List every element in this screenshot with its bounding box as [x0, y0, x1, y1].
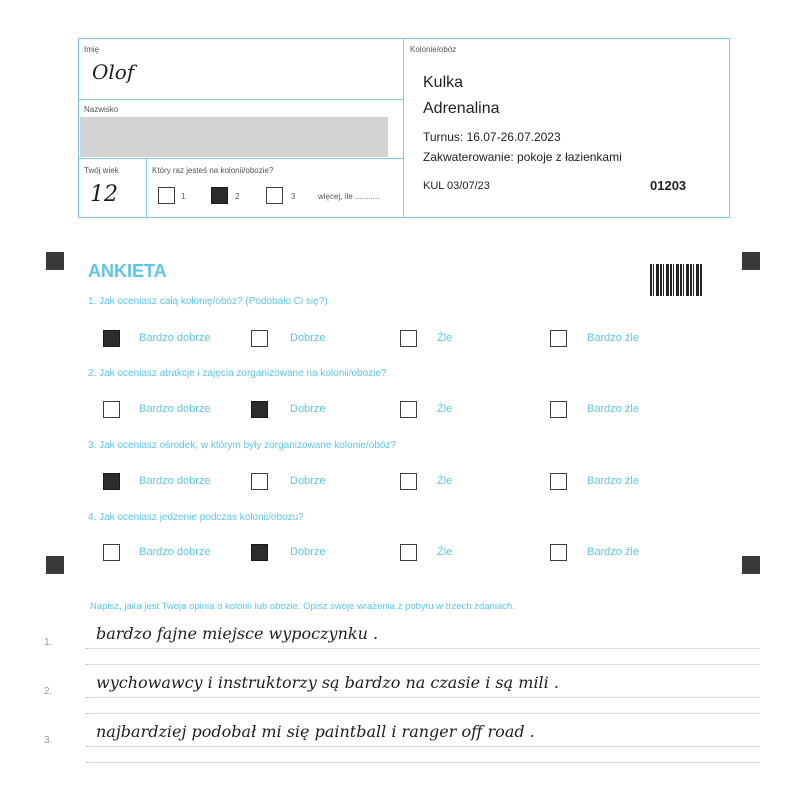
zakwaterowanie: Zakwaterowanie: pokoje z łazienkami: [423, 150, 622, 164]
imie-value[interactable]: Olof: [92, 60, 135, 84]
question-4-option-label: Źle: [437, 546, 453, 558]
opinion-dotted-line: [86, 664, 760, 665]
opinion-line-text[interactable]: bardzo fajne miejsce wypoczynku .: [96, 624, 379, 643]
nazwisko-redacted: [80, 117, 388, 157]
question-3-checkbox-3[interactable]: [400, 473, 417, 490]
question-2-checkbox-1[interactable]: [103, 401, 120, 418]
question-3-checkbox-4[interactable]: [550, 473, 567, 490]
question-4-checkbox-1[interactable]: [103, 544, 120, 561]
nazwisko-label: Nazwisko: [84, 105, 119, 114]
question-1-checkbox-4[interactable]: [550, 330, 567, 347]
question-2-checkbox-4[interactable]: [550, 401, 567, 418]
camp-name-2: Adrenalina: [423, 100, 500, 117]
opinion-line-number: 1.: [44, 637, 53, 648]
question-1-checkbox-2[interactable]: [251, 330, 268, 347]
question-2-option-label: Bardzo dobrze: [139, 403, 211, 415]
question-2-text: 2. Jak oceniasz atrakcje i zajęcia zorganizowane na kolonii/obozie?: [88, 368, 387, 379]
wiek-value[interactable]: 12: [90, 182, 118, 207]
question-3-option-label: Bardzo dobrze: [139, 475, 211, 487]
wiek-label: Twój wiek: [84, 166, 119, 175]
question-1-checkbox-1[interactable]: [103, 330, 120, 347]
opinion-dotted-line: [86, 713, 760, 714]
header-divider-h2: [78, 158, 403, 159]
opinion-line-number: 2.: [44, 686, 53, 697]
registration-mark-top-left: [46, 252, 64, 270]
ktory-raz-checkbox-1[interactable]: [158, 187, 175, 204]
question-3-text: 3. Jak oceniasz ośrodek, w którym były zorganizowane kolonie/obóz?: [88, 440, 396, 451]
opinion-line-number: 3.: [44, 735, 53, 746]
ktory-raz-option-3: 3: [291, 192, 296, 201]
question-1-option-label: Bardzo źle: [587, 332, 639, 344]
opinion-dotted-line: [86, 697, 760, 698]
question-1-option-label: Źle: [437, 332, 453, 344]
question-2-option-label: Bardzo źle: [587, 403, 639, 415]
question-1-option-label: Dobrze: [290, 332, 326, 344]
registration-mark-bottom-right: [742, 556, 760, 574]
opinion-line-text[interactable]: najbardziej podobał mi się paintball i ranger off road .: [96, 722, 535, 741]
question-1-text: 1. Jak oceniasz całą kolonię/obóz? (Podobało Ci się?): [88, 296, 328, 307]
ktory-raz-option-more: więcej, ile ...........: [318, 192, 380, 201]
ktory-raz-checkbox-2[interactable]: [211, 187, 228, 204]
camp-code: KUL 03/07/23: [423, 180, 490, 192]
question-4-checkbox-3[interactable]: [400, 544, 417, 561]
header-divider-h1: [78, 99, 403, 100]
ktory-raz-label: Który raz jesteś na kolonii/obozie?: [152, 166, 274, 175]
camp-name-1: Kulka: [423, 74, 464, 91]
survey-title: ANKIETA: [88, 261, 167, 281]
question-2-checkbox-2[interactable]: [251, 401, 268, 418]
question-3-checkbox-1[interactable]: [103, 473, 120, 490]
header-divider-vertical: [403, 38, 404, 218]
ktory-raz-checkbox-3[interactable]: [266, 187, 283, 204]
question-2-checkbox-3[interactable]: [400, 401, 417, 418]
question-4-option-label: Dobrze: [290, 546, 326, 558]
opinion-dotted-line: [86, 746, 760, 747]
question-3-option-label: Źle: [437, 475, 453, 487]
ktory-raz-option-1: 1: [181, 192, 186, 201]
kolonie-label: Kolonie/obóz: [410, 45, 457, 54]
question-2-option-label: Dobrze: [290, 403, 326, 415]
question-1-checkbox-3[interactable]: [400, 330, 417, 347]
question-4-checkbox-4[interactable]: [550, 544, 567, 561]
form-number: 01203: [650, 178, 687, 193]
question-4-checkbox-2[interactable]: [251, 544, 268, 561]
opinion-dotted-line: [86, 762, 760, 763]
opinion-line-text[interactable]: wychowawcy i instruktorzy są bardzo na czasie i są mili .: [96, 673, 559, 692]
question-4-text: 4. Jak oceniasz jedzenie podczas kolonii/obozu?: [88, 512, 304, 523]
question-4-option-label: Bardzo źle: [587, 546, 639, 558]
opinion-dotted-line: [86, 648, 760, 649]
opinion-prompt: Napisz, jaka jest Twoja opinia o kolonii lub obozie. Opisz swoje wrażenia z pobytu w trzech zdaniach.: [90, 601, 515, 612]
barcode: [650, 264, 703, 296]
question-1-option-label: Bardzo dobrze: [139, 332, 211, 344]
registration-mark-top-right: [742, 252, 760, 270]
question-2-option-label: Źle: [437, 403, 453, 415]
turnus: Turnus: 16.07-26.07.2023: [423, 130, 561, 144]
question-3-checkbox-2[interactable]: [251, 473, 268, 490]
question-4-option-label: Bardzo dobrze: [139, 546, 211, 558]
imie-label: Imię: [84, 45, 100, 54]
question-3-option-label: Dobrze: [290, 475, 326, 487]
registration-mark-bottom-left: [46, 556, 64, 574]
ktory-raz-option-2: 2: [235, 192, 240, 201]
header-divider-v2: [146, 158, 147, 218]
question-3-option-label: Bardzo źle: [587, 475, 639, 487]
